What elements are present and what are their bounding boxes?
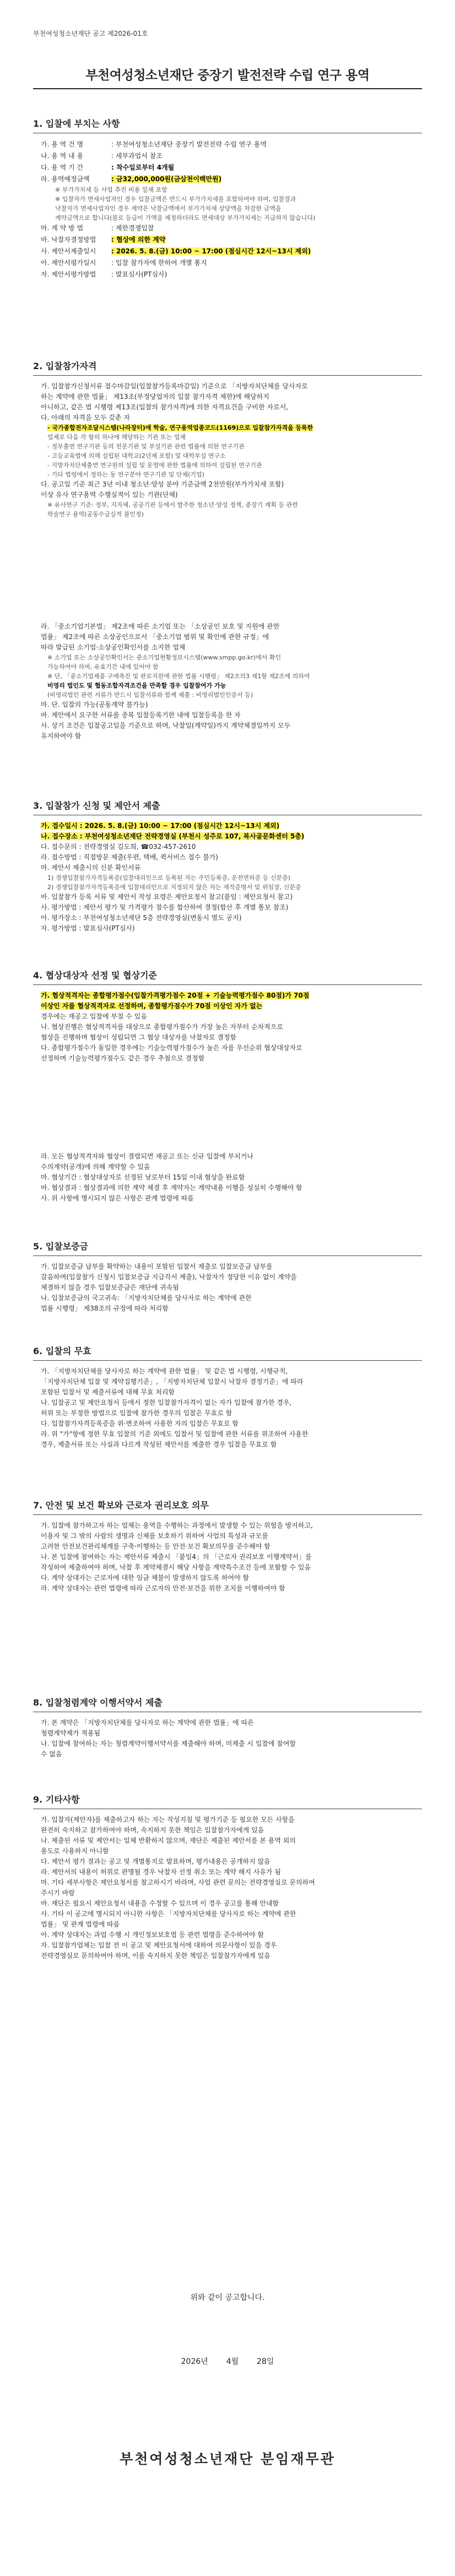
text-line: 사. 위 사항에 명시되지 않은 사항은 관계 법령에 따름	[41, 1194, 194, 1202]
section-divider	[33, 984, 422, 985]
text-line: 「지방자치단체 입찰 및 계약집행기준」, 「지방자치단체 입찰시 낙찰자 결정기준」에 따라	[41, 1378, 304, 1386]
document-title: 부천여성청소년재단 중장기 발전전략 수립 연구 용역	[85, 68, 370, 83]
text-line: 다. 공고일 기준 최근 3년 이내 청소년·양성 분야 기준금액 2천만원(부가가치세 포함)	[41, 480, 284, 488]
requirement-line: 업체로 다음 각 항의 하나에 해당하는 기관 또는 업체	[47, 434, 186, 441]
text-line: 사. 상기 조건은 입찰공고일을 기준으로 하며, 낙찰일(계약일)까지 계약체결일까지 모두	[41, 722, 291, 729]
text-line: 마. 기타 세부사항은 제안요청서를 참고하시기 바라며, 사업 관련 문의는 전략경영실로 문의하여	[41, 1879, 315, 1886]
text-line: 라. 위 "가"항에 정한 무효 입찰의 기준 외에도 입찰서 및 입찰에 관한 서류를 위조하여 사용한	[41, 1430, 308, 1438]
section-negotiation-continued	[33, 1151, 422, 1204]
text-line: 다. 아래의 자격을 모두 갖춘 자	[41, 414, 130, 421]
text-line: 나. 입찰에 참여하는 자는 청렴계약이행서약서를 제출해야 하며, 미제출 시 입찰에 참여할	[41, 1740, 296, 1747]
section-invalid-bids	[33, 1344, 422, 1450]
text-line: 수 없음	[41, 1750, 62, 1758]
text-line: 나. 접수장소 : 부천여성청소년재단 전략경영실 (부천시 성주로 107, 복사골문화센터 5층)	[41, 832, 305, 840]
text-line: 아. 계약 상대자는 과업 수행 시 개인정보보호법 등 관련 법령을 준수하여야 함	[41, 1931, 264, 1939]
text-line: 작성하여 제출하여야 하며, 낙찰 후 계약체결시 해당 사항을 계약특수조건 등에 포함할 수 있음	[41, 1563, 311, 1571]
note-line: ※ 소기업 또는 소상공인확인서는 중소기업현황정보시스템(www.smpp.go.kr)에서 확인	[47, 654, 281, 661]
date-day: 28일	[257, 2357, 274, 2366]
text-line: 라. 제안서의 내용이 허위로 판명될 경우 낙찰자 선정 취소 또는 계약 해지 사유가 됨	[41, 1868, 281, 1876]
section-title: 1. 입찰에 부치는 사항	[33, 118, 120, 129]
text-line: 다. 제안서 평가 결과는 공고 및 개별통지로 발표하며, 평가내용은 공개하지 않음	[41, 1858, 270, 1865]
notice-number: 부천여성청소년재단 공고 제2026-01호	[33, 30, 148, 37]
note-line: 학술연구 용역(공동수급실적 불인정)	[47, 511, 144, 518]
note-line: ※ 단, 「중소기업제품 구매촉진 및 판로지원에 관한 법률 시행령」 제2조의3 제1항 제2조에 의하여	[47, 673, 310, 680]
title-divider	[33, 88, 422, 89]
text-line: 포함된 입찰서 및 제출서류에 대해 무효 처리함	[41, 1388, 175, 1396]
text-line: 가. 접수일시 : 2026. 5. 8.(금) 10:00 ~ 17:00 (점심시간 12시~13시 제외)	[41, 822, 280, 830]
text-line: 다. 종합평가점수가 동일한 경우에는 기술능력평가점수가 높은 자를 우선순위 협상대상자로	[41, 1044, 302, 1052]
text-line: 다. 계약 상대자는 근로자에 대한 임금 체불이 발생하지 않도록 하여야 함	[41, 1574, 250, 1582]
list-item: 라. 용역예정금액 : 금32,000,000원(금삼천이백만원)	[41, 175, 222, 183]
section-bid-bond	[33, 1240, 422, 1314]
text-line: 허위 또는 부정한 방법으로 입찰에 참가한 경우의 입찰은 무효로 함	[41, 1409, 232, 1417]
section-negotiation	[33, 968, 422, 1064]
list-item: 아. 제안서평가일시 : 입찰 참가자에 한하여 개별 통지	[41, 259, 207, 267]
text-line: 바. 제안에서 요구한 서류를 중복 입찰등록기한 내에 입찰등록을 한 자	[41, 711, 241, 719]
text-line: 경우, 제출서류 또는 사실과 다르게 작성된 제안서를 제출한 경우 입찰을 무효로 함	[41, 1441, 277, 1448]
text-line: 가. 입찰보증금 납부를 확약하는 내용이 포함된 입찰서 제출로 입찰보증금 납부를	[41, 1263, 273, 1270]
list-item: 다. 용 역 기 간 : 착수일로부터 4개월	[41, 164, 175, 171]
closing-statement: 위와 같이 공고합니다.	[190, 2293, 265, 2302]
text-line: 다. 입찰참가자격등록증을 위·변조하여 사용한 자의 입찰은 무효로 함	[41, 1420, 239, 1427]
text-line: 수의계약(공개)에 의해 계약할 수 있음	[41, 1163, 150, 1171]
section-safety-obligations	[33, 1498, 422, 1594]
list-item: 자. 제안서평가방법 : 발표심사(PT심사)	[41, 270, 167, 278]
text-line: 1) 경쟁입찰참가자격등록증(입찰대리인으로 등록된 자는 주민등록증, 운전면허증 등 신분증)	[47, 874, 291, 881]
section-title: 9. 기타사항	[33, 1794, 80, 1805]
text-line: 마. 단. 입찰의 가능(공동계약 불가능)	[41, 701, 148, 708]
highlighted-budget: : 금32,000,000원(금삼천이백만원)	[111, 175, 222, 183]
text-line: 가. 입찰에 참가하고자 하는 업체는 용역을 수행하는 과정에서 발생할 수 있는 위험을 방지하고,	[41, 1522, 313, 1529]
budget-note: ※ 입찰자가 면세사업자인 경우 입찰금액은 반드시 부가가치세를 포함하여야 하며, 입찰결과	[55, 196, 296, 203]
text-line: 마. 제안서 제출시의 신분 확인서류	[41, 864, 141, 872]
budget-note: 낙찰자가 면세사업자인 경우 계약은 낙찰금액에서 부가가치세 상당액을 차감한 금액을	[55, 205, 281, 212]
text-line: 주시기 바람	[41, 1889, 75, 1897]
text-line: 경우에는 재공고 입찰에 부칠 수 있음	[41, 1013, 147, 1020]
text-line: 바. 입찰참가 등록 서류 및 제안서 작성 요령은 제안요청서 참고(붙임 : 제안요청서 참고)	[41, 893, 293, 901]
budget-note: ※ 부가가치세 등 사업 추진 비용 일체 포함	[55, 186, 167, 193]
list-item: 가. 용 역 건 명 : 부천여성청소년재단 중장기 발전전략 수립 연구 용역	[41, 140, 267, 148]
text-line: 아니하고, 같은 법 시행령 제13조(입찰의 참가자격)에 의한 자격요건을 구비한 자로서,	[41, 403, 289, 411]
section-title: 3. 입찰참가 신청 및 제안서 제출	[33, 800, 160, 811]
requirement-line: - 정부출연 연구기관 등의 전문기관 및 부설기관 관련 법률에 의한 연구기관	[47, 443, 245, 450]
issuing-organization: 부천여성청소년재단 분임재무관	[120, 2451, 335, 2467]
text-line: 용도로 사용하지 아니함	[41, 1847, 109, 1855]
section-submission	[33, 799, 422, 934]
section-divider	[33, 1360, 422, 1361]
text-line: 따라 발급된 소기업·소상공인확인서를 소지한 업체	[41, 643, 186, 651]
section-title: 2. 입찰참가자격	[33, 361, 97, 371]
section-title: 5. 입찰보증금	[33, 1241, 89, 1252]
text-line: 이상 유사 연구용역 수행실적이 있는 기관(단체)	[41, 491, 178, 499]
text-line: 라. 접수방법 : 직접방문 제출(우편, 택배, 퀵서비스 접수 불가)	[41, 853, 218, 861]
text-line: 라. 「중소기업기본법」 제2조에 따른 소기업 또는 「소상공인 보호 및 지원에 관한	[41, 623, 280, 630]
section-divider	[33, 375, 422, 376]
budget-note: 계약금액으로 합니다(불로 등급이 가액을 제정하더라도 면세대상 부가가치세는 지급하지 않습니다)	[55, 214, 316, 221]
text-line: 가. 협상적격자는 종합평가점수(입찰가격평가점수 20점 + 기술능력평가점수 80점)가 70점	[41, 992, 310, 999]
text-line: 라. 모든 협상적격자와 협상이 결렬되면 재공고 또는 신규 입찰에 부치거나	[41, 1152, 253, 1160]
text-line: 자. 평가방법 : 발표심사(PT심사)	[41, 924, 135, 932]
list-item: 나. 용 역 내 용 : 세부과업서 참조	[41, 152, 162, 160]
text-line: 고려한 안전보건관리체계를 구축·이행하는 등 안전·보건 확보의무를 준수해야 함	[41, 1543, 270, 1550]
section-divider	[33, 1255, 422, 1256]
text-line: 나. 협상진행은 협상적격자를 대상으로 종합평가점수가 가장 높은 자부터 순차적으로	[41, 1023, 284, 1031]
text-line: 협상을 진행하며 협상이 성립되면 그 협상 대상자를 낙찰자로 결정함	[41, 1033, 237, 1041]
list-item: 바. 낙찰자결정방법 : 협상에 의한 계약	[41, 236, 166, 243]
text-line: 마. 협상기간 : 협상대상자로 선정된 날로부터 15일 이내 협상을 완료함	[41, 1173, 245, 1181]
text-line: 법률」 및 관계 법령에 따름	[41, 1920, 120, 1928]
text-line: 법률 시행령」 제38조의 규정에 따라 처리함	[41, 1305, 169, 1312]
text-line: 선정하며 기술능력평가점수도 같은 경우 추첨으로 결정함	[41, 1054, 205, 1062]
text-line: 아. 평가장소 : 부천여성청소년재단 5층 전략경영실(변동시 별도 공지)	[41, 914, 242, 922]
list-item: 사. 제안서제출일시 : 2026. 5. 8.(금) 10:00 ~ 17:00 (점심시간 12시~13시 제외)	[41, 247, 311, 255]
section-title: 7. 안전 및 보건 확보와 근로자 권리보호 의무	[33, 1500, 209, 1511]
note-line: 가능하여야 하며, 유효기간 내에 있어야 함	[47, 663, 159, 670]
date-month: 4월	[226, 2357, 239, 2366]
section-title: 8. 입찰청렴계약 이행서약서 제출	[33, 1697, 162, 1708]
section-eligibility	[33, 359, 422, 519]
note-line: 비영리 법인도 및 협동조합자격조건을 만족할 경우 입찰참여가 가능	[47, 682, 226, 689]
note-line: (비영리법인 관련 서류가 반드시 입찰서류와 함께 제출 : 비영리법인인증서 등)	[47, 691, 253, 699]
text-line: 하는 계약에 관한 법률」 제13조(부정당업자의 입찰 참가자격 제한)에 해당하지	[41, 393, 269, 401]
text-line: 갈음하며(입찰참가 신청시 입찰보증금 지급각서 제출), 낙찰자가 정당한 이유 없이 계약을	[41, 1273, 297, 1281]
text-line: 나. 입찰공고 및 제안요청서 등에서 정한 입찰참가자격이 없는 자가 입찰에 참가한 경우,	[41, 1399, 292, 1406]
text-line: 2) 경쟁입찰참가자격등록증에 입찰대리인으로 지정되지 않은 자는 재직증명서 및 위임장, 신분증	[47, 884, 301, 891]
text-line: 법률」 제2조에 따른 소상공인으로서 「중소기업 범위 및 확인에 관한 규정」에	[41, 633, 269, 641]
list-item: 마. 계 약 방 법 : 제한경쟁입찰	[41, 224, 154, 232]
section-bid-overview	[33, 117, 422, 280]
announcement-date	[0, 2356, 455, 2367]
text-line: 가. 「지방자치단체를 당사자로 하는 계약에 관한 법률」 및 같은 법 시행령, 시행규칙,	[41, 1367, 288, 1375]
section-divider	[33, 1514, 422, 1515]
section-integrity-pledge	[33, 1696, 422, 1760]
section-other-matters	[33, 1793, 422, 1961]
text-line: 바. 재단은 필요시 제안요청서 내용을 수정할 수 있으며 이 경우 공고를 통해 안내함	[41, 1899, 279, 1907]
text-line: 전략경영실로 문의하여야 하며, 이를 숙지하지 못한 책임은 입찰참가자에게 있음	[41, 1952, 270, 1960]
date-year: 2026년	[181, 2357, 208, 2366]
text-line: 이용자 및 그 밖의 사람의 생명과 신체를 보호하기 위하여 사업의 특성과 규모를	[41, 1532, 268, 1540]
requirement-line: - 기타 법령에서 정하는 동 연구분야 연구기관 및 단체(기업)	[47, 471, 204, 478]
text-line: 유지하여야 함	[41, 732, 82, 740]
section-title: 4. 협상대상자 선정 및 협상기준	[33, 970, 157, 981]
text-line: 나. 제출된 서류 및 제안서는 일체 반환하지 않으며, 재단은 제출된 제안서를 본 용역 외의	[41, 1837, 296, 1844]
text-line: 가. 본 계약은 「지방자치단체를 당사자로 하는 계약에 관한 법률」에 따른	[41, 1719, 254, 1727]
requirement-line: - 지방자치단체출연 연구원의 설립 및 운영에 관한 법률에 의하여 설립된 연구기관	[47, 462, 262, 469]
text-line: 나. 본 입찰에 참여하는 자는 제안서류 제출시 「붙임4」의 「근로자 권리보호 이행계약서」를	[41, 1553, 312, 1561]
requirement-line: - 국가종합전자조달시스템(나라장터)에 학술, 연구용역업종코드(1169)으로 입찰참가자격을 등록한	[47, 424, 313, 431]
text-line: 이상인 자를 협상적격자로 선정하며, 종합평가점수가 70점 이상인 자가 없는	[41, 1002, 263, 1010]
text-line: 나. 입찰보증금의 국고귀속: 「지방자치단체를 당사자로 하는 계약에 관한	[41, 1294, 252, 1302]
text-line: 완전히 숙지하고 참가하여야 하며, 숙지하지 못한 책임은 입찰참가자에게 있음	[41, 1826, 264, 1834]
section-title: 6. 입찰의 무효	[33, 1346, 91, 1356]
requirement-line: - 고등교육법에 의해 설립된 대학교(2년제 포함) 및 대학부설 연구소	[47, 452, 226, 459]
text-line: 체결하지 않을 경우 입찰보증금은 재단에 귀속됨	[41, 1284, 179, 1291]
text-line: 바. 협상결과 : 협상결과에 의한 계약 체결 후 계약자는 계약내용 이행을 성실히 수행해야 함	[41, 1184, 302, 1192]
text-line: 가. 입찰자(제안자)를 제출하고자 하는 자는 작성지침 및 평가기준 등 필요한 모든 사항을	[41, 1816, 295, 1823]
text-line: 다. 접수문의 : 전략경영실 김도희, ☎032-457-2610	[41, 843, 196, 851]
text-line: 라. 계약 상대자는 관련 법령에 따라 근로자의 안전·보건을 위한 조치를 이행하여야 함	[41, 1584, 285, 1592]
text-line: 청렴계약제가 적용됨	[41, 1729, 101, 1737]
text-line: 자. 입찰참가업체는 입찰 전 이 공고 및 제안요청서에 대하여 의문사항이 있을 경우	[41, 1941, 277, 1949]
text-line: 가. 입찰참가신청서류 접수마감일(입찰참가등록마감일) 기준으로 「지방자치단체를 당사자로	[41, 382, 308, 390]
note-line: ※ 유사연구 기준: 정부, 지자체, 공공기관 등에서 발주한 청소년·양성 정책, 중장기 계획 등 관련	[47, 501, 298, 508]
text-line: 사. 평가방법 : 제안서 평가 및 가격평가 점수를 합산하여 결정(합산 후 개별 통보 참조)	[41, 903, 289, 911]
text-line: 사. 기타 이 공고에 명시되지 아니한 사항은 「지방자치단체를 당사자로 하는 계약에 관한	[41, 1910, 296, 1918]
section-eligibility-continued	[33, 621, 422, 742]
